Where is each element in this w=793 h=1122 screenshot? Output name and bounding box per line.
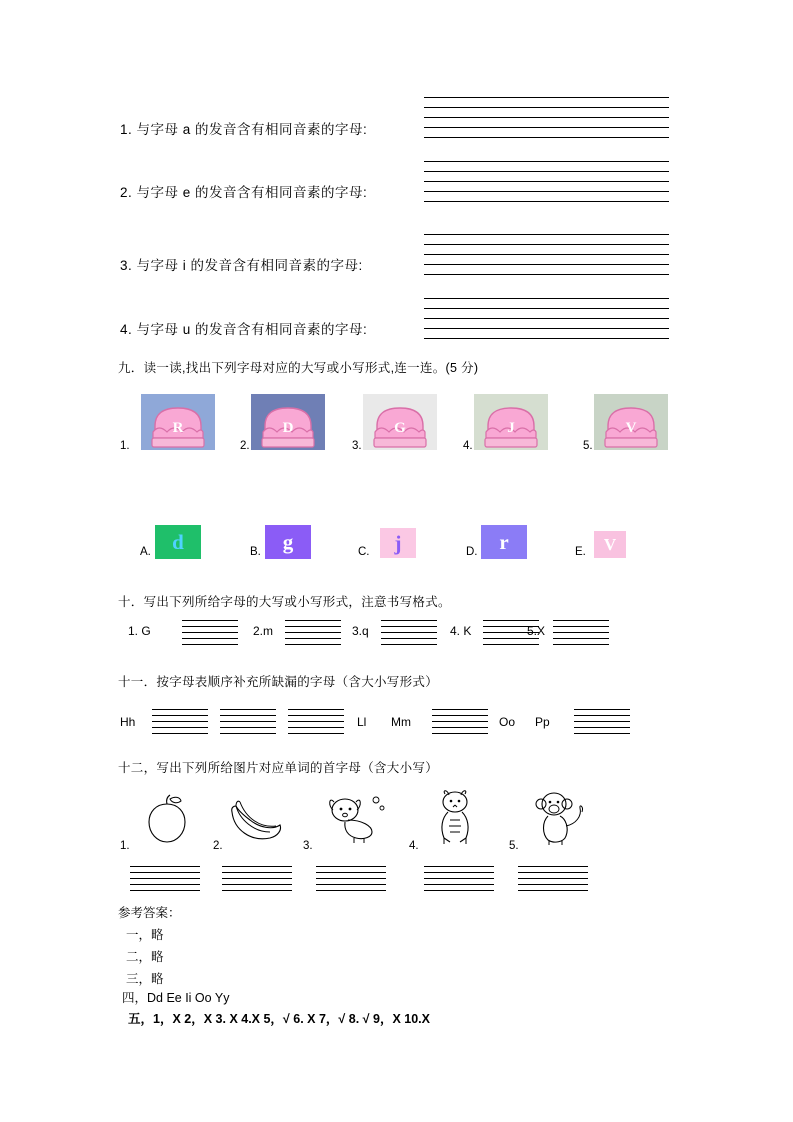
answer-key-line-1: 一，略 [126,928,164,942]
pron-answer-lines-4[interactable] [424,289,669,339]
pron-item-2-number: 2. [120,185,133,200]
letter-tile-a: d [155,525,201,559]
svg-text:G: G [394,420,406,436]
dog-icon [318,788,388,846]
letter-tile-d: r [481,525,527,559]
letter-tile-b: g [265,525,311,559]
cake-icon [594,394,668,450]
monkey-icon [524,786,596,848]
section10-rule-5[interactable] [553,620,609,645]
section10-heading: 十．写出下列所给字母的大写或小写形式，注意书写格式。 [118,595,451,609]
monkey-drawing [524,786,596,853]
cake-icon [474,394,548,450]
section12-answer-rule-1[interactable] [130,866,200,891]
pron-item-4-number: 4. [120,322,133,337]
cake-image-2 [251,394,325,450]
section12-number-5: 5. [509,840,519,852]
cake-number-1: 1. [120,440,130,452]
pron-item-1 [120,118,367,138]
cake-image-1 [141,394,215,450]
section12-answer-rule-3[interactable] [316,866,386,891]
section11-blank-4[interactable] [432,709,488,734]
section11-heading: 十一．按字母表顺序补充所缺漏的字母（含大小写形式） [118,675,439,689]
answer-key-line-3: 三，略 [126,972,164,986]
pron-item-3-number: 3. [120,258,133,273]
pron-answer-lines-3[interactable] [424,225,669,275]
section12-answer-rule-4[interactable] [424,866,494,891]
tile-label-c: C. [358,546,370,558]
section11-given-mm: Mm [391,715,411,729]
tile-label-e: E. [575,546,586,558]
section12-number-1: 1. [120,840,130,852]
section11-blank-5[interactable] [574,709,630,734]
cake-image-3 [363,394,437,450]
pron-answer-lines-2[interactable] [424,152,669,202]
section12-number-3: 3. [303,840,313,852]
answer-key-line-5 [128,1009,430,1027]
tile-label-d: D. [466,546,478,558]
section10-item-3-label: 3.q [352,624,369,638]
tiger-drawing [424,786,486,853]
section10-item-2-label: 2.m [253,624,274,638]
cake-number-3: 3. [352,440,362,452]
section10-item-4-label: 4. K [450,624,472,638]
section11-given-pp: Pp [535,715,550,729]
section12-number-2: 2. [213,840,223,852]
pron-item-1-number: 1. [120,122,133,137]
pron-item-3 [120,254,363,274]
cake-image-5 [594,394,668,450]
section10-item-1-label: 1. G [128,624,151,638]
svg-text:D: D [282,420,294,436]
pron-item-4-text: 与字母 u 的发音含有相同音素的字母: [136,322,368,337]
pron-answer-lines-1[interactable] [424,88,669,138]
letter-tile-e: V [594,531,626,558]
pron-item-1-text: 与字母 a 的发音含有相同音素的字母: [136,122,368,137]
section10-rule-3[interactable] [381,620,437,645]
section11-given-oo: Oo [499,715,516,729]
section12-number-4: 4. [409,840,419,852]
section10-rule-1[interactable] [182,620,238,645]
cake-icon [363,394,437,450]
cake-number-2: 2. [240,440,250,452]
svg-text:R: R [172,420,184,436]
answer-key-line-2: 二，略 [126,950,164,964]
answer-key-line-5-prefix: 五， [128,1012,154,1026]
section12-answer-rule-5[interactable] [518,866,588,891]
tile-label-a: A. [140,546,151,558]
section11-given-hh: Hh [120,715,136,729]
svg-text:J: J [507,420,515,436]
cake-number-5: 5. [583,440,593,452]
tiger-icon [424,786,486,848]
section9-heading: 九．读一读,找出下列字母对应的大写或小写形式,连一连。(5 分) [118,361,479,375]
dog-drawing [318,788,388,851]
pron-item-4 [120,318,367,338]
section11-blank-2[interactable] [220,709,276,734]
cake-icon [141,394,215,450]
pron-item-2-text: 与字母 e 的发音含有相同音素的字母: [136,185,368,200]
svg-text:V: V [625,420,637,436]
section10-item-5-label: 5.X [527,624,546,638]
banana-icon [226,790,288,846]
section11-blank-1[interactable] [152,709,208,734]
pron-item-3-text: 与字母 i 的发音含有相同音素的字母: [136,258,363,273]
cake-image-4 [474,394,548,450]
letter-tile-c: j [380,528,416,558]
answer-key-title: 参考答案： [118,906,181,920]
cake-icon [251,394,325,450]
section10-rule-2[interactable] [285,620,341,645]
apple-icon [136,792,198,846]
pron-item-2 [120,181,367,201]
apple-drawing [136,792,198,851]
answer-key-line-4: 四，Dd Ee Ii Oo Yy [122,991,230,1005]
section11-given-ll: Ll [357,715,367,729]
banana-drawing [226,790,288,851]
cake-number-4: 4. [463,440,473,452]
section12-heading: 十二，写出下列所给图片对应单词的首字母（含大小写） [118,761,439,775]
section12-answer-rule-2[interactable] [222,866,292,891]
tile-label-b: B. [250,546,261,558]
answer-key-line-5-text: 1，X 2，X 3. X 4.X 5，√ 6. X 7，√ 8. √ 9，X 10.X [153,1012,430,1026]
section11-blank-3[interactable] [288,709,344,734]
